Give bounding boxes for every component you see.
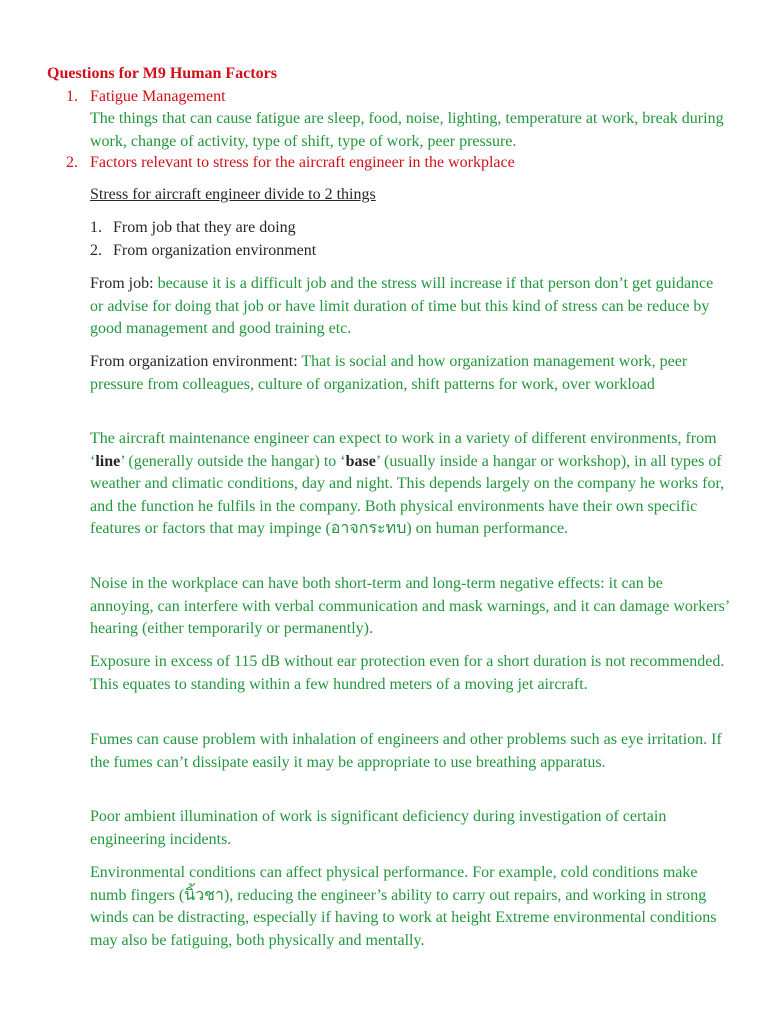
- job-lead: From job:: [90, 275, 154, 292]
- base-term: base: [345, 452, 376, 470]
- question-1-text: Fatigue Management: [90, 88, 226, 105]
- environment-text-3: ’ (usually inside a hangar or workshop), in all types of weather and climatic conditions, day and night. This depends largely on the company he works for, and the function he fulfils in the company. Both physical environments have their own specific features or factors that may impinge (อาจกระทบ) on human performance.: [90, 452, 725, 537]
- list-item-number: 1.: [90, 219, 102, 236]
- fumes-paragraph: Fumes can cause problem with inhalation of engineers and other problems such as eye irritation. If the fumes can’t dissipate easily it may be appropriate to use breathing apparatus.: [90, 731, 722, 771]
- stress-intro: [90, 184, 730, 207]
- job-paragraph: [90, 273, 730, 341]
- question-1-number: 1.: [66, 88, 78, 105]
- organization-paragraph: [90, 351, 730, 396]
- environment-paragraph: [90, 428, 730, 541]
- question-2-text: Factors relevant to stress for the aircraft engineer in the workplace: [90, 154, 515, 171]
- list-item-text: From job that they are doing: [113, 219, 296, 236]
- question-1-heading: [66, 86, 226, 109]
- list-item: [90, 240, 316, 263]
- line-term: line: [95, 452, 121, 470]
- question-2-number: 2.: [66, 154, 78, 171]
- list-item-text: From organization environment: [113, 242, 317, 259]
- illumination-paragraph: Poor ambient illumination of work is significant deficiency during investigation of certain engineering incidents.: [90, 808, 667, 848]
- list-item: [90, 217, 296, 240]
- organization-lead: From organization environment:: [90, 353, 298, 370]
- environment-text-1: The aircraft maintenance engineer can expect to work in a variety of different environments, from ‘: [90, 430, 717, 470]
- document-title: Questions for M9 Human Factors: [47, 65, 277, 82]
- organization-text: That is social and how organization management work, peer pressure from colleagues, culture of organization, shift patterns for work, over workload: [90, 353, 688, 393]
- question-1-answer: The things that can cause fatigue are sleep, food, noise, lighting, temperature at work, break during work, change of activity, type of shift, type of work, peer pressure.: [90, 110, 724, 150]
- job-text: because it is a difficult job and the stress will increase if that person don’t get guidance or advise for doing that job or have limit duration of time but this kind of stress can be reduce by good management and good training etc.: [90, 275, 714, 337]
- noise-paragraph: Noise in the workplace can have both short-term and long-term negative effects: it can be annoying, can interfere with verbal communication and mask warnings, and it can damage workers’ hearing (either temporarily or permanently).: [90, 575, 730, 637]
- exposure-paragraph: Exposure in excess of 115 dB without ear protection even for a short duration is not recommended. This equates to standing within a few hundred meters of a moving jet aircraft.: [90, 653, 725, 693]
- question-2-heading: [66, 152, 515, 175]
- stress-intro-text: Stress for aircraft engineer divide to 2 things: [90, 186, 376, 203]
- environment-text-2: ’ (generally outside the hangar) to ‘: [120, 452, 346, 470]
- list-item-number: 2.: [90, 242, 102, 259]
- conditions-paragraph: Environmental conditions can affect physical performance. For example, cold conditions make numb fingers (นิ้วชา), reducing the engineer’s ability to carry out repairs, and working in strong winds can be distracting, especially if having to work at height Extreme environmental conditions may also be fatiguing, both physically and mentally.: [90, 864, 717, 949]
